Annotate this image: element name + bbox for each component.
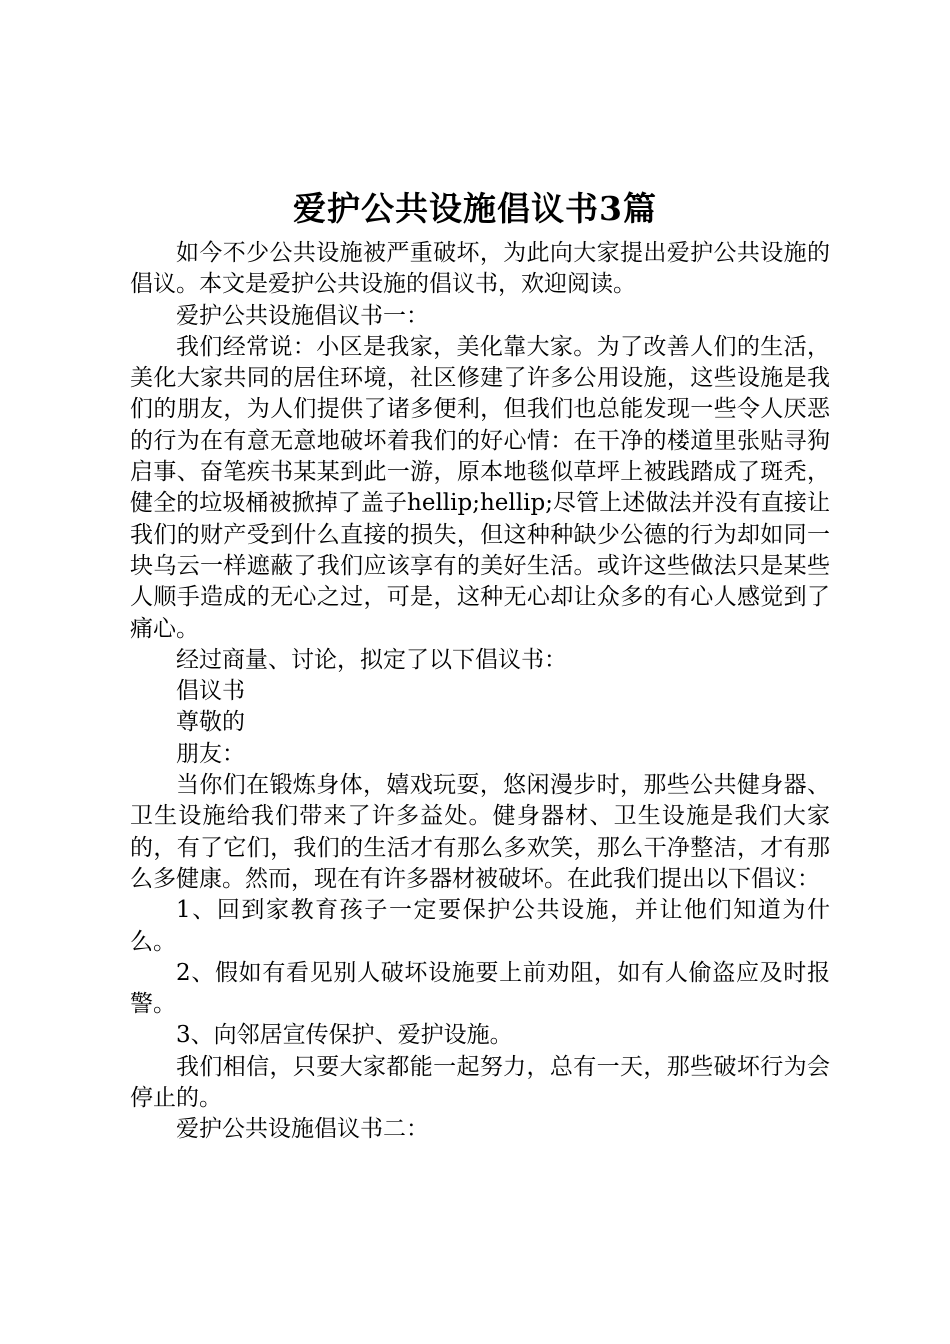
salutation-line: 尊敬的 bbox=[176, 709, 245, 736]
section-heading-two: 爱护公共设施倡议书二： bbox=[176, 1116, 429, 1143]
body-paragraph: 经过商量、讨论，拟定了以下倡议书： bbox=[176, 646, 567, 673]
document-body bbox=[130, 238, 830, 1146]
body-paragraph: 当你们在锻炼身体，嬉戏玩耍，悠闲漫步时，那些公共健身器、卫生设施给我们带来了许多益处。健身器材、卫生设施是我们大家的，有了它们，我们的生活才有那么多欢笑，那么干净整洁，才有那么多健康。然而，现在有许多器材被破坏。在此我们提出以下倡议： bbox=[130, 772, 830, 892]
list-item: 2、假如有看见别人破坏设施要上前劝阻，如有人偷盗应及时报警。 bbox=[130, 959, 830, 1018]
body-paragraph: 我们相信，只要大家都能一起努力，总有一天，那些破坏行为会停止的。 bbox=[130, 1053, 830, 1112]
list-item: 1、回到家教育孩子一定要保护公共设施，并让他们知道为什么。 bbox=[130, 897, 830, 955]
proposal-heading: 倡议书 bbox=[176, 678, 245, 705]
body-paragraph: 我们经常说：小区是我家，美化靠大家。为了改善人们的生活，美化大家共同的居住环境，社区修建了许多公用设施，这些设施是我们的朋友，为人们提供了诸多便利，但我们也总能发现一些令人厌恶的行为在有意无意地破坏着我们的好心情：在干净的楼道里张贴寻狗启事、奋笔疾书某某到此一游，原本地毯似草坪上被践踏成了斑秃，健全的垃圾桶被掀掉了盖子hellip;hellip;尽管上述做法并没有直接让我们的财产受到什么直接的损失，但这种种缺少公德的行为却如同一块乌云一样遮蔽了我们应该享有的美好生活。或许这些做法只是某些人顺手造成的无心之过，可是，这种无心却让众多的有心人感觉到了痛心。 bbox=[130, 333, 830, 642]
list-item: 3、向邻居宣传保护、爱护设施。 bbox=[176, 1022, 513, 1049]
document-title: 爱护公共设施倡议书3篇 bbox=[293, 189, 657, 228]
salutation-line: 朋友： bbox=[176, 740, 245, 767]
intro-paragraph: 如今不少公共设施被严重破坏，为此向大家提出爱护公共设施的倡议。本文是爱护公共设施的倡议书，欢迎阅读。 bbox=[130, 240, 830, 298]
section-heading-one: 爱护公共设施倡议书一： bbox=[176, 302, 429, 329]
